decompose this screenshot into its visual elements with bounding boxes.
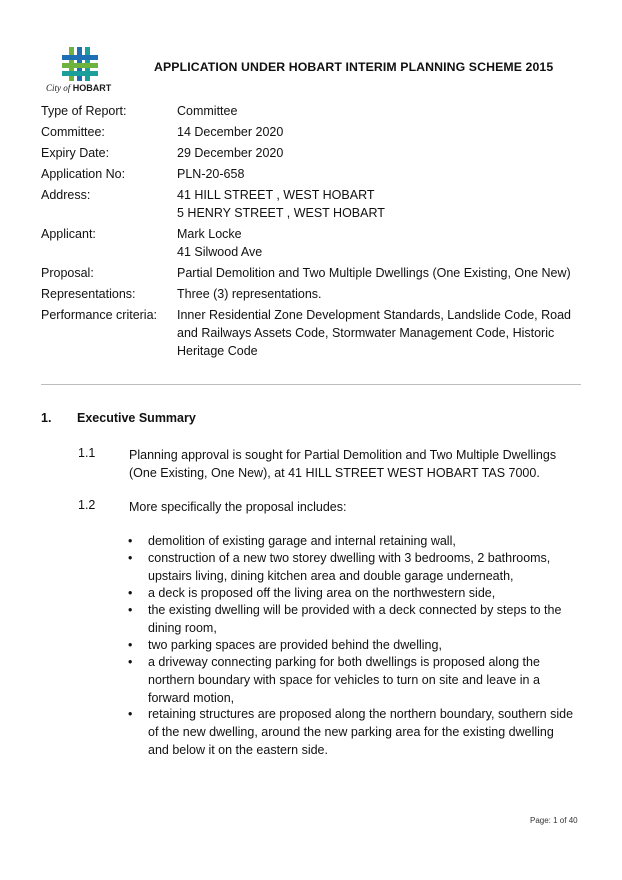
bullet-item [128, 532, 578, 550]
detail-line: 41 Silwood Ave [177, 245, 263, 259]
bullet-text: construction of a new two storey dwelling with 3 bedrooms, 2 bathrooms, upstairs living, dining kitchen area and double garage underneath, [148, 551, 551, 583]
detail-line: 14 December 2020 [177, 125, 284, 139]
bullet-glyph: • [128, 586, 133, 600]
detail-value [177, 264, 587, 282]
bullet-text: the existing dwelling will be provided with a deck connected by steps to the dining room, [148, 603, 562, 635]
bullet-text: two parking spaces are provided behind the dwelling, [148, 638, 442, 652]
page-number: Page: 1 of 40 [530, 816, 578, 825]
bullet-glyph: • [128, 655, 133, 669]
detail-value [177, 306, 587, 360]
detail-label: Expiry Date: [41, 146, 110, 160]
logo-text [46, 83, 111, 93]
bullet-item [128, 549, 578, 585]
detail-line: Committee [177, 104, 238, 118]
logo-bar [62, 71, 98, 76]
paragraph-number: 1.1 [78, 446, 96, 460]
bullet-text: demolition of existing garage and internal retaining wall, [148, 534, 456, 548]
detail-label: Applicant: [41, 227, 96, 241]
detail-line: Three (3) representations. [177, 287, 322, 301]
detail-line: 29 December 2020 [177, 146, 284, 160]
detail-label: Performance criteria: [41, 308, 158, 322]
bullet-glyph: • [128, 638, 133, 652]
detail-value [177, 225, 587, 261]
bullet-item [128, 601, 578, 637]
detail-label: Committee: [41, 125, 105, 139]
bullet-text: a deck is proposed off the living area on the northwestern side, [148, 586, 496, 600]
bullet-item [128, 584, 578, 602]
bullet-glyph: • [128, 603, 133, 617]
divider [41, 384, 581, 385]
bullet-glyph: • [128, 707, 133, 721]
document-title: APPLICATION UNDER HOBART INTERIM PLANNING SCHEME 2015 [154, 60, 554, 74]
detail-line: Inner Residential Zone Development Standards, Landslide Code, Road and Railways Assets Code, Stormwater Management Code, Historic Heritage Code [177, 308, 571, 358]
bullet-text: a driveway connecting parking for both dwellings is proposed along the northern boundary with space for vehicles to turn on site and leave in a forward motion, [148, 655, 540, 705]
detail-value [177, 123, 587, 141]
logo-city-of: City of [46, 83, 71, 93]
section-number: 1. [41, 411, 52, 425]
detail-label: Representations: [41, 287, 136, 301]
detail-value [177, 144, 587, 162]
logo-hobart: HOBART [72, 83, 112, 93]
bullet-glyph: • [128, 551, 133, 565]
detail-label: Proposal: [41, 266, 94, 280]
detail-line: Partial Demolition and Two Multiple Dwellings (One Existing, One New) [177, 266, 571, 280]
bullet-item [128, 653, 578, 707]
detail-line: 41 HILL STREET , WEST HOBART [177, 188, 375, 202]
paragraph-number: 1.2 [78, 498, 96, 512]
detail-value [177, 285, 587, 303]
section-title: Executive Summary [77, 411, 196, 425]
logo-bar [62, 63, 98, 68]
paragraph-text: Planning approval is sought for Partial Demolition and Two Multiple Dwellings (One Existing, One New), at 41 HILL STREET WEST HOBART TAS 7000. [129, 448, 557, 480]
detail-label: Type of Report: [41, 104, 127, 118]
bullet-item [128, 636, 578, 654]
detail-line: 5 HENRY STREET , WEST HOBART [177, 206, 385, 220]
paragraph-text: More specifically the proposal includes: [129, 500, 347, 514]
bullet-glyph: • [128, 534, 133, 548]
detail-value [177, 165, 587, 183]
detail-line: Mark Locke [177, 227, 242, 241]
detail-label: Address: [41, 188, 91, 202]
bullet-item [128, 705, 578, 759]
detail-label: Application No: [41, 167, 126, 181]
detail-value [177, 102, 587, 120]
detail-line: PLN-20-658 [177, 167, 245, 181]
logo-bar [62, 55, 98, 60]
bullet-text: retaining structures are proposed along the northern boundary, southern side of the new dwelling, around the new parking area for the existing dwelling and below it on the eastern side. [148, 707, 574, 757]
detail-value [177, 186, 587, 222]
